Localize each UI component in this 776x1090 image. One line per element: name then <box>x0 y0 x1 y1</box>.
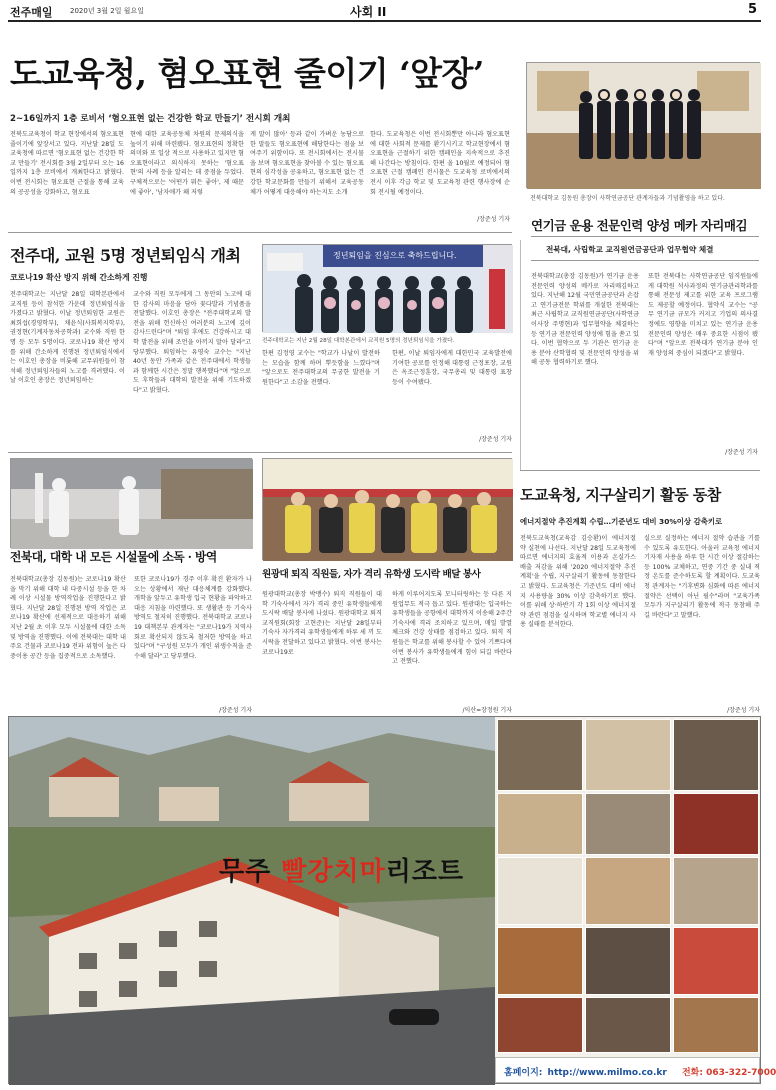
page-number: 5 <box>748 2 758 17</box>
phone-number: 063-322-7000 <box>706 1068 776 1078</box>
homepage-link[interactable]: http://www.milmo.co.kr <box>547 1068 667 1078</box>
issue-date: 2020년 3월 2일 월요일 <box>70 7 144 15</box>
pension-col-1: 전북대학교(총장 김동원)가 연기금 운용 전문인력 양성의 메카로 자리매김하고 있다. 지난해 12월 국민연금공단과 손잡고 연기금전문 학위를 개설한 전북대는 최근 사립학교 교직원연금공단(사학연금 이사장 주명현)과 업무협약을 체결하는 등 연기금 전문인력 양성에 힘을 쏟고 있다. 이번 협약으로 두 기관은 연기금 운용 분야 산학협력 및 전문인력 양성을 위해 공동 협력하기로 했다. <box>531 273 639 367</box>
disinfection-photo <box>10 458 252 548</box>
retire-col-4: 한편, 이날 퇴임자에게 대한민국 교육발전에 기여한 공로를 인정해 대통령 근정포장, 교원은 옥조근정훈장, 국무총리 및 대통령 표창 등이 수여됐다. <box>392 350 512 386</box>
retirement-photo <box>262 244 512 332</box>
resort-thumb-8 <box>585 857 671 925</box>
pension-col-2: 또한 전북대는 사학연금공단 임직원들에게 대학원 석사과정의 연기금관리학과를 통해 전문성 제고를 위한 교육 프로그램도 제공할 예정이다. 협약식 교수는 "공무 연기금 규모가 커지고 기업의 의사결정에도 영향을 미치고 있는 연기금 운용 전문인력 양성은 매우 중요한 시점이 됐다"며 "앞으로 전북대가 연기금 분야 인재 양성의 중심이 되겠다"고 밝혔다. <box>648 273 758 357</box>
ceremony-caption: 전북대학교 김동원 총장이 사학연금공단 관계자들과 기념촬영을 하고 있다. <box>530 195 725 202</box>
resort-thumb-4 <box>497 793 583 855</box>
resort-scenery <box>9 717 495 1085</box>
resort-ad[interactable] <box>8 716 776 1084</box>
lead-byline: /장준성 기자 <box>477 216 510 223</box>
resort-thumb-2 <box>585 719 671 791</box>
resort-title-suffix: 리조트 <box>385 857 465 887</box>
resort-thumb-3 <box>673 719 759 791</box>
homepage-label: 홈페이지: <box>504 1068 543 1078</box>
pension-byline: /장준성 기자 <box>725 449 758 456</box>
banner-text: 정년퇴임을 진심으로 축하드립니다. <box>333 251 457 260</box>
lunchbox-col-2: 하게 이루어지도록 모니터링하는 등 다른 지원업무도 적극 돕고 있다. 원광대는 입국하는 유학생들을 공항에서 대학까지 이송해 2주간 기숙사에 격리 조치하고 있으며, 매일 발열 체크와 건강 상태를 점검하고 있다. 퇴직 직원들은 학교를 위해 봉사할 수 있어 기쁘다며 이번 봉사가 유학생들에게 힘이 되길 바란다고 전했다. <box>392 591 512 666</box>
ceremony-photo <box>526 62 760 188</box>
earth-subhead: 에너지절약 추진계획 수립…기준년도 대비 30%이상 감축키로 <box>520 517 723 526</box>
resort-thumb-9 <box>673 857 759 925</box>
lunchbox-byline: /익산=장정원 기자 <box>462 707 512 714</box>
resort-contact-bar <box>495 1057 776 1083</box>
earth-col-2: 실으로 실정하는 에너지 절약 습관을 기를 수 있도록 유도한다. 아울러 교육청 에너지 기자재 사용을 하루 한 시간 이상 절감하는 등 100% 교체하고, 연중 기간 중 실내 적정 온도를 준수하도록 할 계획이다. 도교육청 관계자는 "기후변화 심화에 따른 에너지 절약은 선택이 아닌 필수"라며 "교육가족 모두가 지구살리기 활동에 적극 동참해 주길 바란다"고 말했다. <box>644 535 760 619</box>
middle-rule <box>8 452 512 453</box>
section-name: 사회 II <box>350 5 387 19</box>
disinfect-col-1: 전북대학교(총장 김동원)는 코로나19 확산을 막기 위해 대학 내 다중시설 등을 한 차례 이상 시설물 방역작업을 진행한다고 밝혔다. 지난달 28일 진행된 방역 작업은 코로나19 확산에 선제적으로 대응하기 위해 지난 2월 초 이후 모두 시설물에 대한 소독 및 방역을 진행했다. 이에 전북대는 대학 내 주요 건물과 코로나19 전파 위험이 높은 다중이용 공간 등을 집중적으로 소독했다. <box>10 576 126 660</box>
column-divider <box>520 240 521 470</box>
retire-subhead: 코로나19 확산 방지 위해 간소하게 진행 <box>10 273 148 282</box>
lead-col-1: 전북도교육청이 학교 현장에서의 혐오표현 줄이기에 앞장서고 있다. 지난달 28일 도교육청에 따르면 '혐오표현 없는 건강한 학교 만들기' 전시회를 3월 2일부터 오는 16일까지 1층 로비에서 개최한다고 밝혔다. 이번 전시회는 혐오표현 근절을 통해 교육의 공공성을 강화하고, 혐오표 <box>10 131 124 196</box>
lead-subhead: 2~16일까지 1층 로비서 ‘혐오표현 없는 건강한 학교 만들기’ 전시회 개최 <box>10 114 291 124</box>
retire-col-2: 교수와 직원 모두에게 그 동안의 노고에 대한 감사의 마음을 담아 꽃다발과 기념품을 전달했다. 이호인 총장은 "전주대학교의 발전을 위해 헌신하신 여러분의 노고에 깊이 감사드린다"며 "퇴임 후에도 건강하시고 대학 발전을 위해 조언을 아끼지 말아 달라"고 당부했다. 퇴임하는 유영숙 교수는 "지난 40년 동안 가족과 같은 전주대에서 학생들과 함께한 시간은 정말 행복했다"며 "앞으로도 후학들과 대학의 발전을 위해 기도하겠다"고 밝혔다. <box>133 291 251 395</box>
masthead-rule <box>8 20 761 22</box>
resort-thumb-10 <box>497 927 583 995</box>
lunchbox-photo <box>262 458 512 560</box>
resort-title-highlight: 빨강치마 <box>281 857 386 887</box>
resort-thumb-6 <box>673 793 759 855</box>
retire-top-rule <box>8 232 512 233</box>
resort-thumb-14 <box>585 997 671 1053</box>
resort-title <box>219 851 464 888</box>
lead-col-4: 한다. 도교육청은 이번 전시회뿐만 아니라 혐오표현에 대한 사회적 문제를 환기시키고 학교현장에서 혐오표현을 근절하기 위한 캠페인을 지속적으로 추진해 나간다는 방침이다. 한편 올 10월로 예정되어 혐오표현 근절 캠페인 전시물은 도교육청 로비에서의 전시 이후 각급 학교 및 도교육청 관련 행사장에 순회 전시될 예정이다. <box>370 131 510 196</box>
earth-col-1: 전북도교육청(교육감 김승환)이 에너지절약 실천에 나선다. 지난달 28일 도교육청에 따르면 에너지의 효율적 이용과 온실가스 배출 저감을 위해 '2020 에너지절약 추진계획'을 수립, 지구살리기 활동에 동참한다고 밝혔다. 도교육청은 기준년도 대비 에너지 사용량을 30% 이상 감축하기로 했다. 이를 위해 상·하반기 각 1회 이상 에너지절약 관련 점검을 실시하며 학교별 에너지 사용 실태를 분석한다. <box>520 535 636 629</box>
resort-thumb-15 <box>673 997 759 1053</box>
earth-headline: 도교육청, 지구살리기 활동 동참 <box>520 486 721 504</box>
pension-rule <box>531 236 759 237</box>
resort-thumb-1 <box>497 719 583 791</box>
resort-thumb-7 <box>497 857 583 925</box>
pension-rule-2 <box>531 260 759 261</box>
pension-headline: 연기금 운용 전문인력 양성 메카 자리매김 <box>531 218 748 233</box>
retire-col-1: 전주대학교는 지난달 28일 대학본관에서 교직원 등이 참석한 가운데 정년퇴임식을 가졌다고 밝혔다. 이날 정년퇴임한 교원은 최희섭(경영학부), 채윤식(사회복지학부), 권정현(기계자동차공학과) 교수와 직원 한 명 등 모두 5명이다. 코로나19 확산 방지를 위해 간소하게 진행된 정년퇴임식에서는 이호인 총장을 비롯해 교무위원들이 참석해 정년퇴임자들의 노고를 격려했다. 이날 이호인 총장은 정년퇴임하는 <box>10 291 125 385</box>
resort-thumbnails <box>495 717 762 1085</box>
lead-headline: 도교육청, 혐오표현 줄이기 ‘앞장’ <box>10 54 484 93</box>
resort-thumb-11 <box>585 927 671 995</box>
retire-byline: /장준성 기자 <box>479 436 512 443</box>
resort-thumb-5 <box>585 793 671 855</box>
earth-byline: /장준성 기자 <box>727 707 760 714</box>
resort-title-prefix: 무주 <box>219 857 282 887</box>
masthead <box>0 0 769 22</box>
lunchbox-col-1: 원광대학교(총장 박맹수) 퇴직 직원들이 대학 기숙사에서 자가 격리 중인 유학생들에게 도시락 배달 봉사에 나섰다. 원광대학교 퇴직교직원회(회장 고현준)는 지난달 28일부터 기숙사 자가격리 유학생들에게 하루 세 끼 도시락을 전달하고 있다고 밝혔다. 이번 봉사는 코로나19로 <box>262 591 382 656</box>
retire-caption: 전주대학교는 지난 2월 28일 대학본관에서 교직원 5명의 정년퇴임식을 가졌다. <box>262 338 455 344</box>
pension-subhead: 전북대, 사립학교 교직원연금공단과 업무협약 체결 <box>546 245 714 254</box>
resort-thumb-13 <box>497 997 583 1053</box>
lead-col-3: 게 말이 많아' 등과 같이 가벼운 농담으로 한 말들도 혐오표현에 해당한다는 점을 보여주기 위함이다. 또 전시회에서는 전시물을 보며 혐오표현을 찾아볼 수 있는 혐오표현의 심각성을 공유하고, 혐오표현 없는 건강한 학교문화를 만들기 위해서 교육공동체가 어떻게 대응해야 하는지도 소개 <box>250 131 364 196</box>
disinfect-headline: 전북대, 대학 내 모든 시설물에 소독 · 방역 <box>10 550 217 564</box>
lead-col-2: 현에 대한 교육공동체 차원의 문제의식을 높이기 위해 마련됐다. 혐오표현의 정확한 의미와 또 일상 적으로 사용하고 있지만 혐오표현이라고 의식하지 못하는 '혐오표현'의 사례 등을 알리는 데 중점을 두었다. 구체적으로는 '어떤가 뭐든 좋아', 제 때문에 좋아', '남자애가 왜 저렇 <box>130 131 244 196</box>
phone-label: 전화: <box>681 1068 703 1078</box>
earth-top-rule <box>520 470 760 471</box>
retire-headline: 전주대, 교원 5명 정년퇴임식 개최 <box>10 246 241 265</box>
paper-name: 전주매일 <box>10 6 53 19</box>
disinfect-byline: /장준성 기자 <box>219 707 252 714</box>
retire-col-3: 한편 김정영 교수는 "학교가 나날이 발전하는 모습을 함께 하며 뿌듯함을 느꼈다"며 "앞으로도 전주대학교의 무궁한 발전을 기원한다"고 소감을 전했다. <box>262 350 380 386</box>
resort-thumb-12 <box>673 927 759 995</box>
lunchbox-headline: 원광대 퇴직 직원들, 자가 격리 유학생 도시락 배달 봉사 <box>262 569 481 580</box>
disinfect-col-2: 또한 코로나19가 경주 이후 확진 환자가 나오는 상황에서 재난 대응체계를 강화했다. 개학을 앞두고 유학생 입국 현황을 파악하고 대응 지침을 마련했다. 또 생활관 등 기숙사 방역도 철저히 진행했다. 전북대학교 코로나19 대책본부 관계자는 "코로나19가 지역사회로 확산되지 않도록 철저한 방역을 하고 있다"며 "구성원 모두가 개인 위생수칙을 준수해 달라"고 당부했다. <box>134 576 252 660</box>
